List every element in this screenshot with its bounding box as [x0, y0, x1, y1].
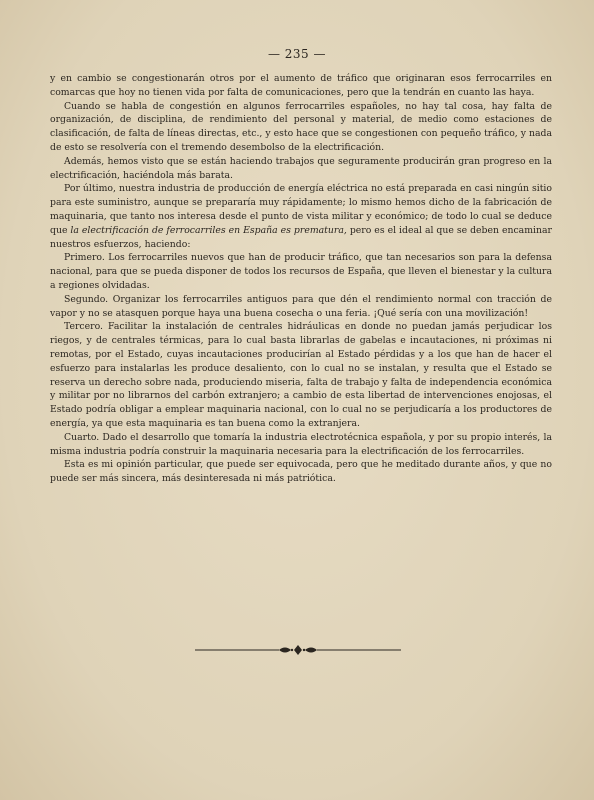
ornament-divider	[195, 643, 401, 657]
paragraph-cuarto: Cuarto. Dado el desarrollo que tomaría la industria electrotécnica española, y por su propio interés, la misma industria podría construir la maquinaria necesaria para la electrificación de los ferrocarriles.	[50, 431, 552, 457]
paragraph-conclusion-end: pero es el ideal al que se deben encaminar nuestros esfuerzos, haciendo:	[50, 224, 552, 250]
paragraph-closing: Esta es mi opinión particular, que puede ser equivocada, pero que he meditado durante años, y que no puede ser más sincera, más desinteresada ni más patriótica.	[50, 459, 552, 485]
body-text	[50, 72, 552, 486]
paragraph-continuation: y en cambio se congestionarán otros por el aumento de tráfico que originaran esos ferrocarriles en comarcas que hoy no tienen vida por falta de comunicaciones, pero que la tendrán en cuanto las haya.	[50, 73, 552, 98]
paragraph-primero: Primero. Los ferrocarriles nuevos que han de producir tráfico, que tan necesarios son para la defensa nacional, para que se pueda disponer de todos los recursos de España, que lleven el bienestar y la cultura a regiones olvidadas.	[50, 252, 552, 291]
paragraph-congestion: Cuando se habla de congestión en algunos ferrocarriles españoles, no hay tal cosa, hay falta de organización, de disciplina, de rendimiento del personal y material, de medio como estaciones de clasificación, de falta de líneas directas, etc., y esto hace que se congestionen con pequeño tráfico, y nada de esto se resolvería con el tremendo desembolso de la electrificación.	[50, 100, 552, 153]
paragraph-segundo: Segundo. Organizar los ferrocarriles antiguos para que dén el rendimiento normal con tracción de vapor y no se atasquen porque haya una buena cosecha o una feria. ¡Qué sería con una movilización!	[50, 293, 552, 319]
paragraph-progress: Además, hemos visto que se están haciendo trabajos que seguramente producirán gran progreso en la electrificación, haciéndola más barata.	[50, 155, 552, 181]
paragraph-conclusion-text: Por último, nuestra industria de producción de energía eléctrica no está preparada en casi ningún sitio para este suministro, aunque se prepararía muy rápidamente; lo mismo hemos dicho de la fabricación de maquinaria, que tanto nos interesa desde el punto de vista militar y económico; de todo lo cual se deduce que	[50, 183, 552, 236]
italic-thesis: la electrificación de ferrocarriles en España es prematura,	[70, 224, 347, 236]
page-number: — 235 —	[267, 47, 327, 61]
paragraph-conclusion	[50, 182, 552, 251]
paragraph-tercero: Tercero. Facilitar la instalación de centrales hidráulicas en donde no puedan jamás perjudicar los riegos, y de centrales térmicas, para lo cual basta librarlas de gabelas e incautaciones, ni próximas ni remotas, por el Estado, cuyas incautaciones producirían al Estado pérdidas y a los que han de hacer el esfuerzo para instalarlas les produce desaliento, con lo cual no se instalan, y resulta que el Estado se reserva un derecho sobre nada, produciendo miseria, falta de trabajo y falta de independencia económica y militar por no librarnos del carbón extranjero; a cambio de esta libertad de intervenciones enojosas, el Estado podría obligar a emplear maquinaria nacional, con lo cual no se perjudicaría a los productores de energía, ya que esta maquinaria es tan buena como la extranjera.	[50, 321, 552, 429]
